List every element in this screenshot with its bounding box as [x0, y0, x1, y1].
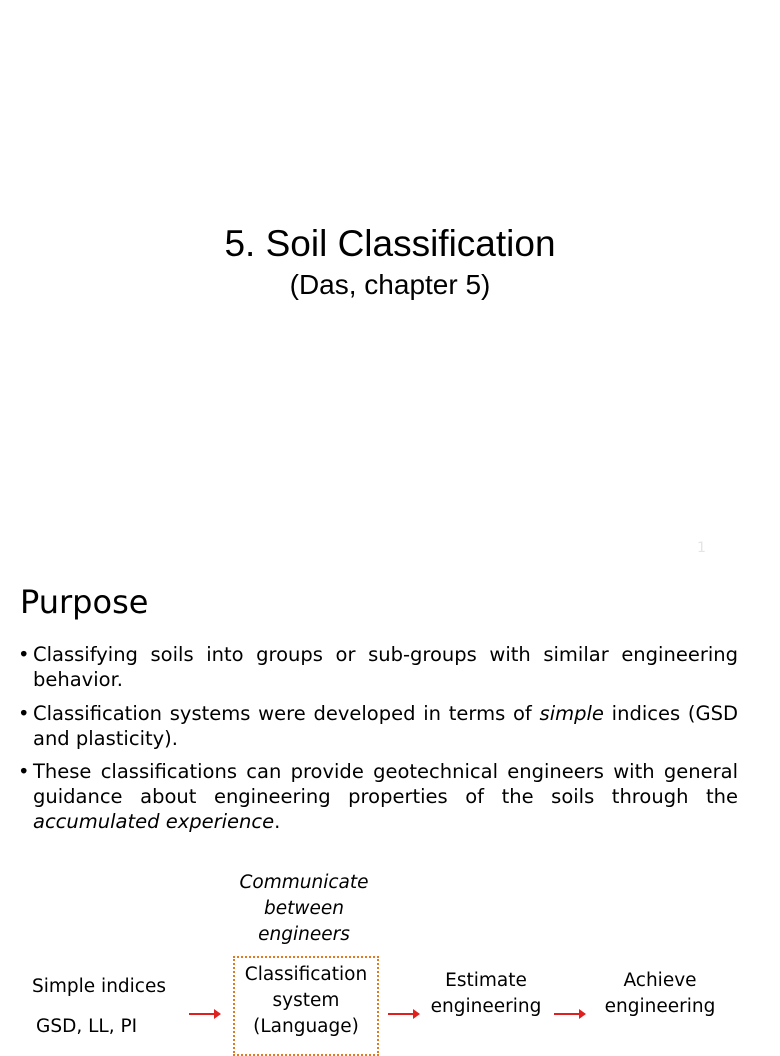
bullet-text: indices (GSD and plasticity). — [33, 701, 738, 750]
simple-indices-params: GSD, LL, PI — [36, 1016, 138, 1037]
slide-subtitle: (Das, chapter 5) — [289, 269, 491, 300]
flow-arrow-2 — [388, 1013, 418, 1015]
section-heading: Purpose — [20, 583, 149, 621]
bullet-text: Classification systems were developed in terms of — [33, 701, 540, 725]
classification-system-box: Classification system (Language) — [233, 956, 379, 1056]
bullet-text: Classifying soils into groups or sub-groups with similar engineering behavior. — [33, 643, 738, 691]
bullet-list — [18, 642, 738, 843]
slide-title: 5. Soil Classification — [224, 223, 556, 264]
bullet-emphasis: simple — [539, 701, 604, 725]
flow-arrow-3 — [554, 1013, 584, 1015]
page-number: 1 — [697, 540, 706, 556]
simple-indices-label: Simple indices — [32, 976, 166, 997]
achieve-engineering-label: Achieve engineering — [604, 970, 716, 1017]
bullet-text: These classifications can provide geotechnical engineers with general guidance about engineering properties of the soils through the — [33, 760, 738, 808]
communicate-note: Communicate between engineers — [239, 872, 369, 945]
flow-arrow-1 — [189, 1013, 219, 1015]
bullet-text: . — [274, 810, 281, 833]
bullet-item-3 — [18, 759, 738, 834]
bullet-emphasis: accumulated experience — [33, 810, 275, 833]
estimate-engineering-label: Estimate engineering — [430, 970, 542, 1017]
bullet-item-1 — [18, 642, 738, 692]
purpose-slide — [0, 576, 768, 1037]
bullet-item-2 — [18, 701, 738, 751]
